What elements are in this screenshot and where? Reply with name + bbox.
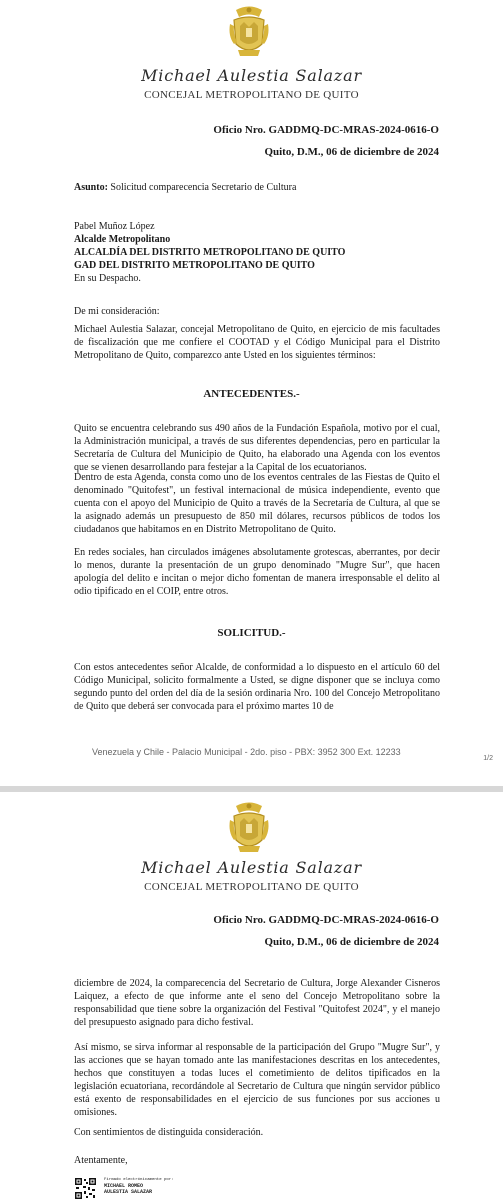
solicitud-paragraph-page-2: diciembre de 2024, la comparecencia del Secretario de Cultura, Jorge Alexander Cisneros Laiquez, a efecto de que informe ante el seno del Concejo Metropolitano sobre la responsabilidad que tiene sobre la organización del Festival "Quitofest 2024", y el manejo del presupuesto asignado para dicho festival. bbox=[74, 978, 440, 1028]
footer-address: Venezuela y Chile - Palacio Municipal - 2do. piso - PBX: 3952 300 Ext. 12233 bbox=[92, 747, 401, 757]
letterhead-name: Michael Aulestia Salazar bbox=[141, 858, 362, 877]
place-date: Quito, D.M., 06 de diciembre de 2024 bbox=[264, 936, 439, 948]
letterhead-title: CONCEJAL METROPOLITANO DE QUITO bbox=[144, 89, 359, 101]
office-number: Oficio Nro. GADDMQ-DC-MRAS-2024-0616-O bbox=[213, 124, 439, 136]
antecedentes-paragraph-1: Quito se encuentra celebrando sus 490 años de la Fundación Española, motivo por el cual, la Administración municipal, a través de sus diferentes dependencias, pero en particular la Secretaría de Cultura del Municipio de Quito, ha elaborado una Agenda con los eventos que se vienen desarrollando para festejar a la Capital de los ecuatorianos. bbox=[74, 423, 440, 473]
signature-stamp-label: Firmado electrónicamente por: bbox=[104, 1178, 174, 1182]
recipient-block bbox=[74, 220, 440, 285]
letterhead-name: Michael Aulestia Salazar bbox=[141, 66, 362, 85]
request-paragraph-2: Así mismo, se sirva informar al responsable de la participación del Grupo "Mugre Sur", y las acciones que se hayan tomado ante las manifestaciones descritas en los antecedentes, hechos que constituyen a todas luces el cometimiento de delitos tipificados en la legislación ecuatoriana, recordándole al Secretario de Cultura que ningún servidor público está exento de responsabilidades en el ejercicio de sus funciones por sus acciones u omisiones. bbox=[74, 1042, 440, 1118]
signature-text bbox=[104, 1178, 174, 1195]
recipient-entity-1: ALCALDÍA DEL DISTRITO METROPOLITANO DE QUITO bbox=[74, 247, 346, 258]
letter-page-2 bbox=[0, 792, 503, 1200]
place-date: Quito, D.M., 06 de diciembre de 2024 bbox=[264, 146, 439, 158]
signature-name-line-2: AULESTIA SALAZAR bbox=[104, 1189, 153, 1195]
recipient-name: Pabel Muñoz López bbox=[74, 221, 155, 232]
recipient-role: Alcalde Metropolitano bbox=[74, 234, 171, 245]
qr-code-icon bbox=[74, 1177, 97, 1200]
recipient-entity-2: GAD DEL DISTRITO METROPOLITANO DE QUITO bbox=[74, 260, 315, 271]
coat-of-arms-logo bbox=[228, 4, 270, 60]
recipient-closing: En su Despacho. bbox=[74, 273, 141, 284]
section-solicitud-heading: SOLICITUD.- bbox=[217, 627, 286, 639]
closing-line: Con sentimientos de distinguida consideración. bbox=[74, 1127, 264, 1138]
letterhead-title: CONCEJAL METROPOLITANO DE QUITO bbox=[144, 881, 359, 893]
solicitud-paragraph-page-1: Con estos antecedentes señor Alcalde, de conformidad a lo dispuesto en el artículo 60 del Código Municipal, solicito formalmente a Usted, se digne disponer que se incluya como segundo punto del orden del día de la sesión ordinaria Nro. 100 del Concejo Metropolitano de Quito que deberá ser convocada para el próximo martes 10 de bbox=[74, 662, 440, 712]
salutation: De mi consideración: bbox=[74, 306, 160, 317]
antecedentes-paragraph-3: En redes sociales, han circulados imágenes absolutamente grotescas, aberrantes, por decir lo menos, durante la presentación de un grupo denominado "Mugre Sur", que hacen apología del delito e incitan o mejor dicho fomentan de manera irresponsable el delito al odio tipificado en el COIP, entre otros. bbox=[74, 547, 440, 597]
signature-name-line-1: MICHAEL ROMEO bbox=[104, 1183, 144, 1189]
sign-off: Atentamente, bbox=[74, 1155, 128, 1166]
subject-text: Solicitud comparecencia Secretario de Cultura bbox=[110, 182, 297, 193]
electronic-signature bbox=[74, 1177, 192, 1200]
section-antecedentes-heading: ANTECEDENTES.- bbox=[203, 388, 300, 400]
coat-of-arms-logo bbox=[228, 800, 270, 856]
antecedentes-paragraph-2: Dentro de esta Agenda, consta como uno de los eventos centrales de las Fiestas de Quito el denominado "Quitofest", un festival internacional de música independiente, evento que cuenta con el apoyo del Municipio de Quito a través de la Secretaría de Cultura, al que se la asignado además un presupuesto de 850 mil dólares, recursos públicos de todos los ciudadanos que habitamos en en Distrito Metropolitano de Quito. bbox=[74, 472, 440, 535]
office-number: Oficio Nro. GADDMQ-DC-MRAS-2024-0616-O bbox=[213, 914, 439, 926]
subject-line bbox=[74, 181, 440, 194]
intro-paragraph: Michael Aulestia Salazar, concejal Metropolitano de Quito, en ejercicio de mis facultades de fiscalización que me confiere el COOTAD y el Código Municipal para el Distrito Metropolitano de Quito, comparezco ante Usted en los siguientes términos: bbox=[74, 324, 440, 361]
subject-label: Asunto: bbox=[74, 182, 108, 193]
page-number: 1/2 bbox=[483, 755, 493, 762]
